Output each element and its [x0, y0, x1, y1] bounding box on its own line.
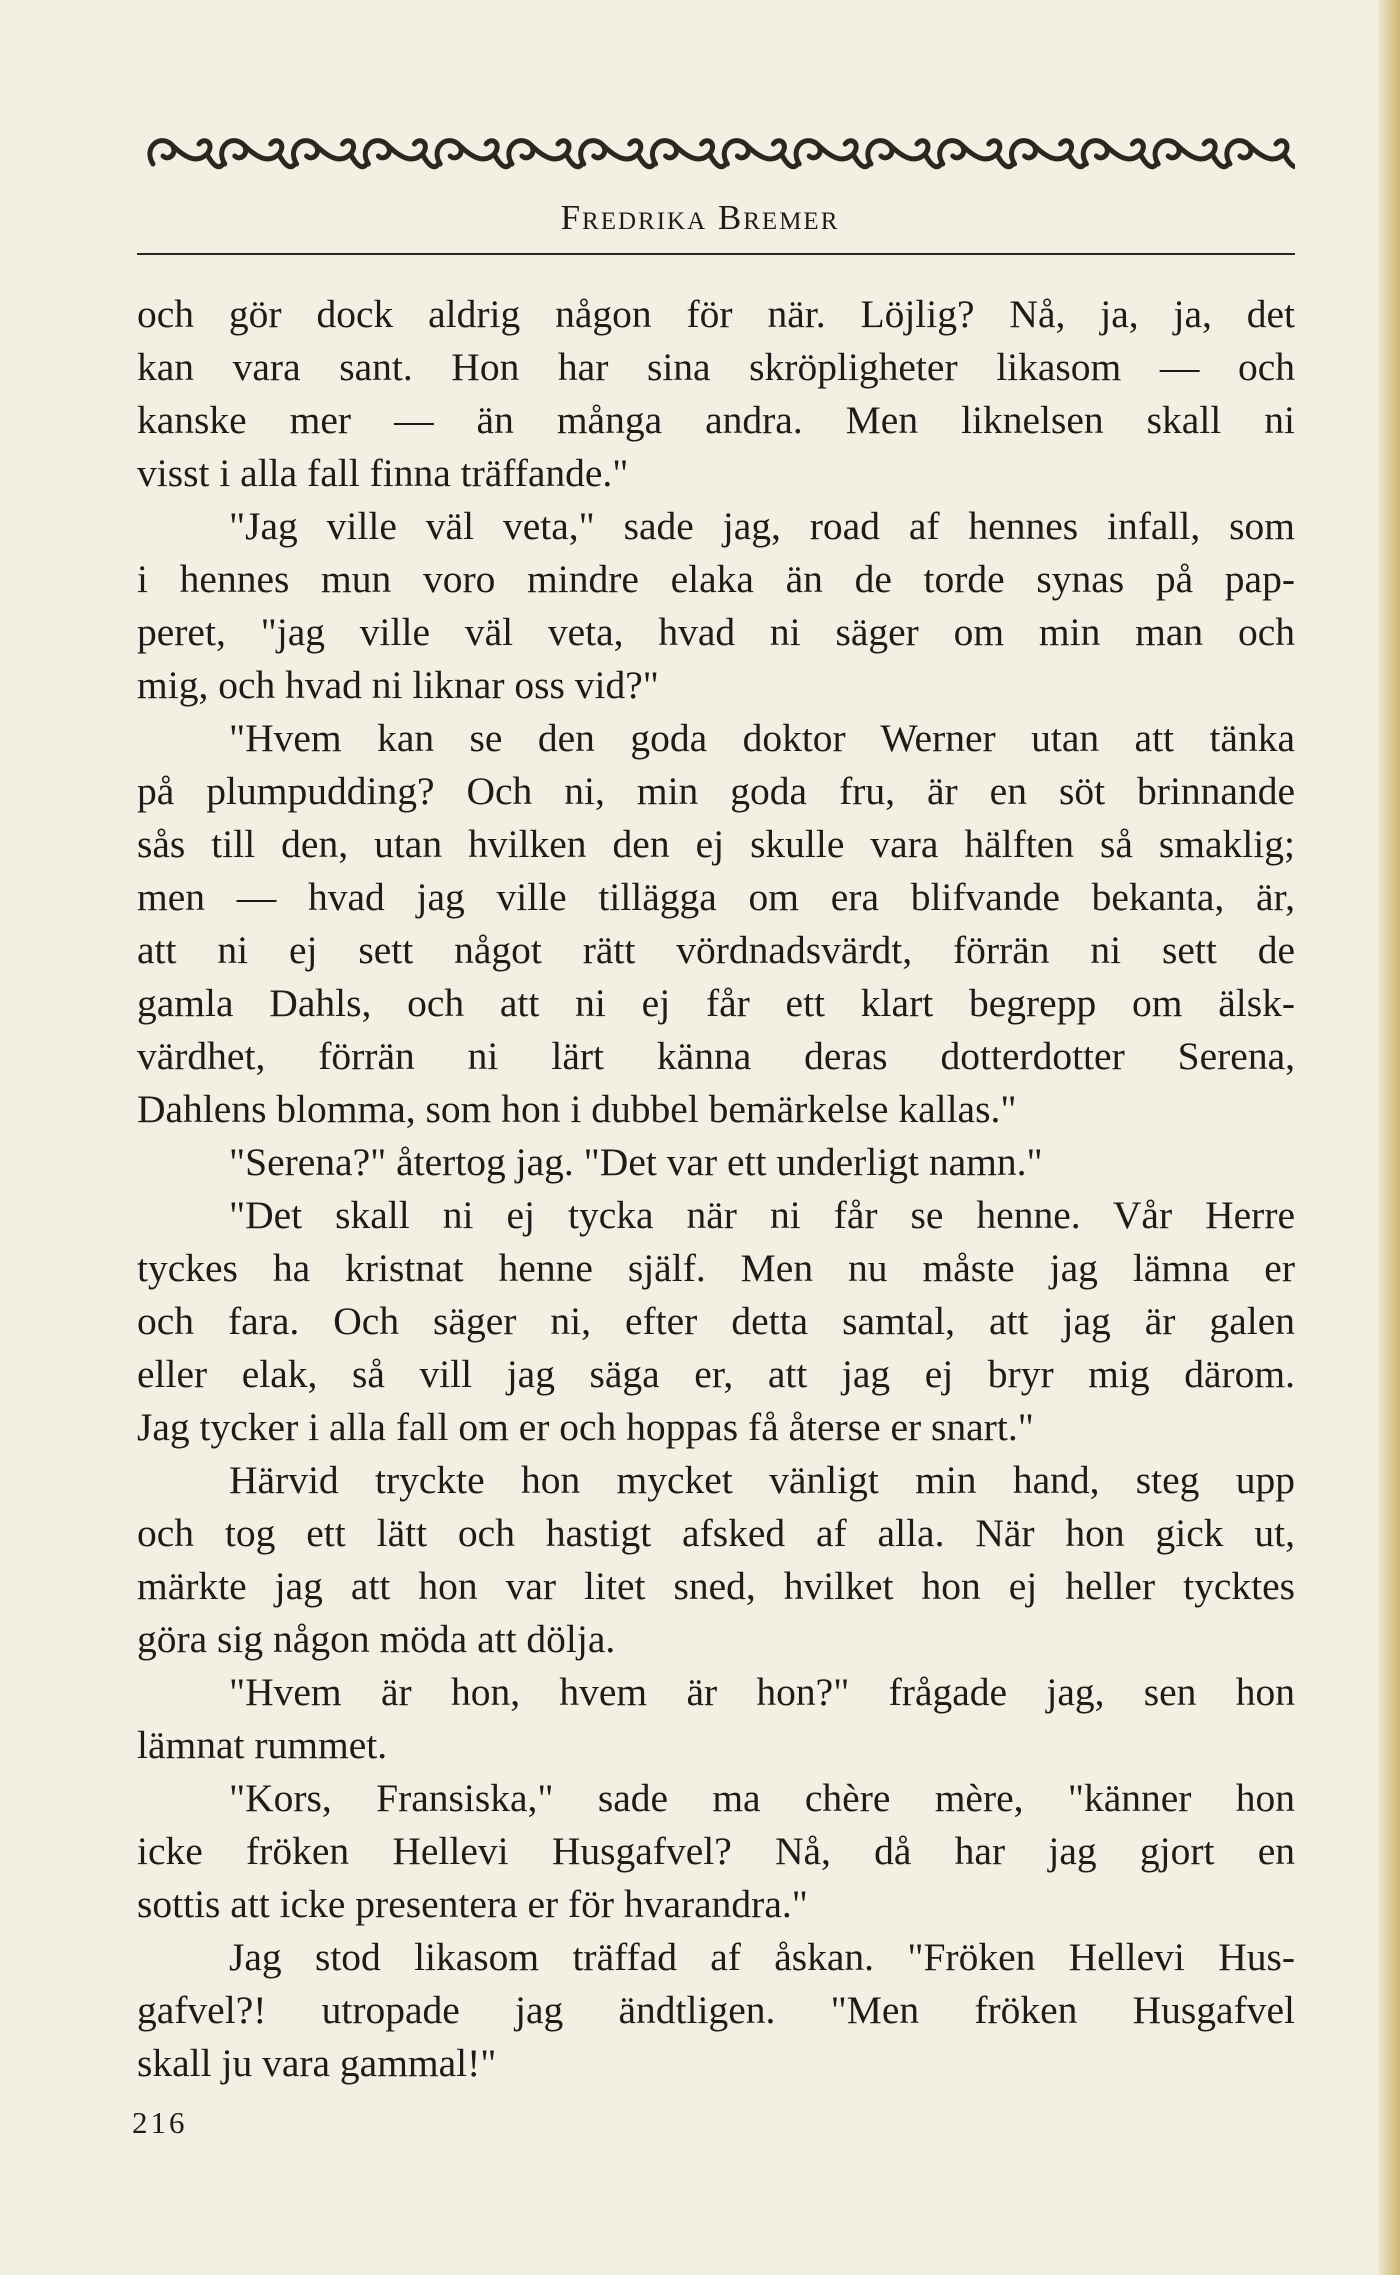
ornament-scroll-segment	[581, 141, 654, 167]
text-line: "Hvem är hon, hvem är hon?" frågade jag, sen hon	[229, 1670, 1295, 1714]
ornament-scroll-segment	[796, 141, 869, 167]
text-line: mig, och hvad ni liknar oss vid?"	[137, 663, 659, 707]
ornament-scroll-segment	[1011, 141, 1084, 167]
scroll-wave-ornament-icon	[145, 128, 1295, 180]
text-line: Jag tycker i alla fall om er och hoppas få återse er snart."	[137, 1405, 1034, 1449]
text-line: Härvid tryckte hon mycket vänligt min hand, steg upp	[229, 1458, 1295, 1502]
ornament-scroll-segment	[724, 141, 797, 167]
text-line: peret, "jag ville väl veta, hvad ni säger om min man och	[137, 610, 1295, 654]
text-line: icke fröken Hellevi Husgafvel? Nå, då har jag gjort en	[137, 1829, 1295, 1873]
text-line: Jag stod likasom träffad af åskan. "Fröken Hellevi Hus-	[229, 1935, 1295, 1979]
text-line: eller elak, så vill jag säga er, att jag ej bryr mig därom.	[137, 1352, 1295, 1396]
ornament-scroll-segment	[1083, 141, 1156, 167]
text-line: skall ju vara gammal!"	[137, 2041, 497, 2085]
running-head: Fredrika Bremer	[560, 198, 840, 237]
text-line: och gör dock aldrig någon för när. Löjlig? Nå, ja, ja, det	[137, 292, 1295, 336]
text-line: "Hvem kan se den goda doktor Werner utan att tänka	[229, 716, 1295, 760]
text-line: gamla Dahls, och att ni ej får ett klart begrepp om älsk-	[137, 981, 1295, 1025]
ornament-scroll-segment	[437, 141, 510, 167]
ornament-scroll-segment	[1227, 141, 1295, 167]
text-line: och fara. Och säger ni, efter detta samtal, att jag är galen	[137, 1299, 1295, 1343]
text-line: att ni ej sett något rätt vördnadsvärdt, förrän ni sett de	[137, 928, 1295, 972]
page-edge	[1378, 0, 1400, 2275]
text-line: Dahlens blomma, som hon i dubbel bemärkelse kallas."	[137, 1087, 1017, 1131]
ornament-scroll-segment	[509, 141, 582, 167]
body-text	[137, 288, 1295, 2090]
text-line: "Det skall ni ej tycka när ni får se henne. Vår Herre	[229, 1193, 1295, 1237]
ornament-scroll-segment	[365, 141, 438, 167]
text-line: värdhet, förrän ni lärt känna deras dotterdotter Serena,	[137, 1034, 1295, 1078]
text-line: visst i alla fall finna träffande."	[137, 451, 629, 495]
text-line: tyckes ha kristnat henne själf. Men nu måste jag lämna er	[137, 1246, 1295, 1290]
text-line: kanske mer — än många andra. Men liknelsen skall ni	[137, 398, 1295, 442]
ornament-scroll-segment	[293, 141, 366, 167]
ornament-scroll-segment	[868, 141, 941, 167]
text-line: gafvel?! utropade jag ändtligen. "Men fröken Husgafvel	[137, 1988, 1295, 2032]
text-line: på plumpudding? Och ni, min goda fru, är en söt brinnande	[137, 769, 1295, 813]
text-line: "Kors, Fransiska," sade ma chère mère, "känner hon	[229, 1776, 1295, 1820]
page-number: 216	[132, 2105, 188, 2140]
text-line: men — hvad jag ville tillägga om era blifvande bekanta, är,	[137, 875, 1295, 919]
text-line: "Jag ville väl veta," sade jag, road af hennes infall, som	[229, 504, 1295, 548]
header-rule	[137, 253, 1295, 255]
text-line: kan vara sant. Hon har sina skröpligheter likasom — och	[137, 345, 1295, 389]
ornament-scroll-segment	[222, 141, 295, 167]
text-line: i hennes mun voro mindre elaka än de torde synas på pap-	[137, 557, 1295, 601]
text-line: sottis att icke presentera er för hvarandra."	[137, 1882, 808, 1926]
text-line: "Serena?" återtog jag. "Det var ett underligt namn."	[229, 1140, 1043, 1184]
ornament-scroll-segment	[940, 141, 1013, 167]
text-line: göra sig någon möda att dölja.	[137, 1617, 616, 1661]
text-line: sås till den, utan hvilken den ej skulle vara hälften så smaklig;	[137, 822, 1295, 866]
ornament-scroll-segment	[652, 141, 725, 167]
ornament-scroll-segment	[150, 141, 223, 167]
text-line: märkte jag att hon var litet sned, hvilket hon ej heller tycktes	[137, 1564, 1295, 1608]
text-line: lämnat rummet.	[137, 1723, 388, 1767]
ornament-scroll-segment	[1155, 141, 1228, 167]
text-line: och tog ett lätt och hastigt afsked af alla. När hon gick ut,	[137, 1511, 1295, 1555]
